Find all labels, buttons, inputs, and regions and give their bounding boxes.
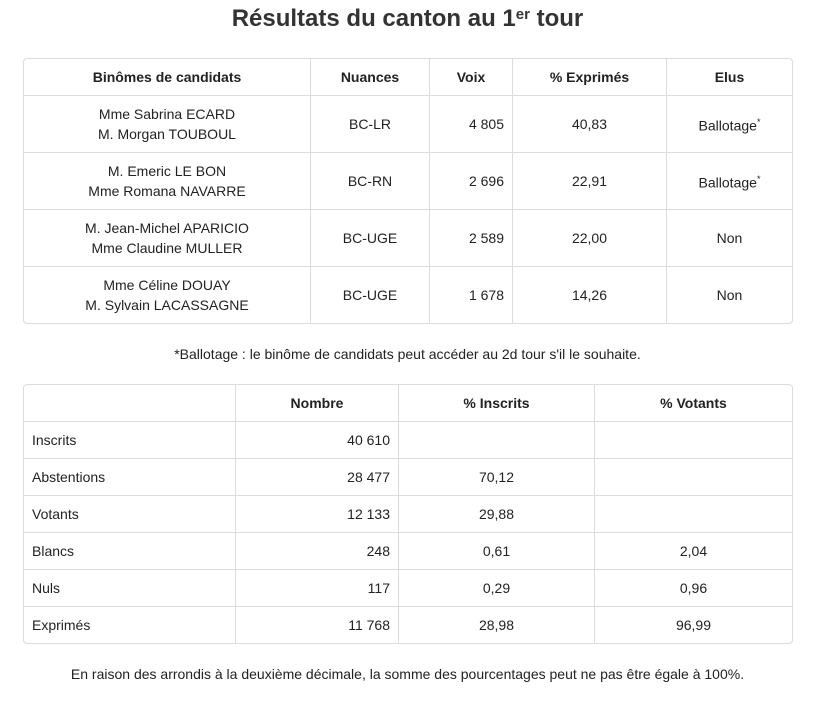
table-row xyxy=(24,267,792,323)
table-row xyxy=(24,607,792,643)
header-voix: Voix xyxy=(430,59,513,96)
elus-value: Ballotage xyxy=(698,174,757,191)
header-pct-exprimes: % Exprimés xyxy=(513,59,667,96)
stat-nombre: 40 610 xyxy=(236,422,399,459)
header-nombre: Nombre xyxy=(236,385,399,422)
voix-cell: 1 678 xyxy=(430,267,513,323)
voix-cell: 4 805 xyxy=(430,96,513,153)
pct-cell: 22,00 xyxy=(513,210,667,267)
nuance-cell: BC-UGE xyxy=(311,267,430,323)
stat-pct-inscrits: 70,12 xyxy=(399,459,595,496)
stat-nombre: 248 xyxy=(236,533,399,570)
stat-pct-votants: 96,99 xyxy=(675,617,712,633)
stat-nombre: 12 133 xyxy=(236,496,399,533)
header-binomes: Binômes de candidats xyxy=(24,59,311,96)
stats-header-row xyxy=(24,385,792,422)
pct-cell: 14,26 xyxy=(513,267,667,323)
title-suffix: tour xyxy=(529,5,584,32)
ballotage-note: *Ballotage : le binôme de candidats peut accéder au 2d tour s'il le souhaite. xyxy=(174,346,641,362)
elus-cell: Non xyxy=(716,287,743,303)
elus-cell xyxy=(667,96,792,153)
stat-label: Nuls xyxy=(24,570,236,607)
rounding-note: En raison des arrondis à la deuxième décimale, la somme des pourcentages peut ne pas être égale à 100%. xyxy=(70,666,745,682)
candidates-cell xyxy=(24,210,311,267)
candidates-cell xyxy=(24,267,311,323)
candidate-name: M. Morgan TOUBOUL xyxy=(98,126,236,142)
ballotage-asterisk: * xyxy=(756,174,761,185)
candidate-name: Mme Sabrina ECARD xyxy=(98,106,236,122)
stat-pct-inscrits xyxy=(399,422,595,459)
results-header-row xyxy=(24,59,792,96)
voix-cell: 2 696 xyxy=(430,153,513,210)
stat-pct-votants: 0,96 xyxy=(595,570,792,607)
table-row xyxy=(24,153,792,210)
table-row xyxy=(24,210,792,267)
stat-label: Votants xyxy=(24,496,236,533)
table-row xyxy=(24,496,792,533)
nuance-cell: BC-UGE xyxy=(311,210,430,267)
header-pct-inscrits: % Inscrits xyxy=(399,385,595,422)
elus-cell xyxy=(667,153,792,210)
stat-label: Abstentions xyxy=(24,459,236,496)
title-prefix: Résultats du canton au 1 xyxy=(231,5,516,32)
stat-label: Exprimés xyxy=(24,607,236,643)
stat-pct-inscrits: 28,98 xyxy=(399,607,595,643)
stats-table xyxy=(23,384,793,644)
candidate-name: M. Jean-Michel APARICIO xyxy=(85,220,249,236)
stat-pct-votants xyxy=(595,459,792,496)
stat-nombre: 117 xyxy=(236,570,399,607)
page-title xyxy=(0,4,815,34)
table-row xyxy=(24,96,792,153)
table-row xyxy=(24,570,792,607)
header-elus: Elus xyxy=(667,59,792,96)
header-empty xyxy=(24,385,236,422)
ballotage-asterisk: * xyxy=(756,117,761,128)
candidate-name: M. Sylvain LACASSAGNE xyxy=(85,297,249,313)
candidate-name: Mme Céline DOUAY xyxy=(103,277,231,293)
pct-cell: 40,83 xyxy=(513,96,667,153)
nuance-cell: BC-LR xyxy=(311,96,430,153)
stat-pct-inscrits: 0,61 xyxy=(399,533,595,570)
header-nuances: Nuances xyxy=(311,59,430,96)
stat-nombre: 28 477 xyxy=(236,459,399,496)
candidate-name: Mme Romana NAVARRE xyxy=(88,183,246,199)
elus-cell: Non xyxy=(667,210,792,267)
candidates-cell xyxy=(24,96,311,153)
elus-value: Ballotage xyxy=(698,117,757,134)
pct-cell: 22,91 xyxy=(513,153,667,210)
results-table xyxy=(23,58,793,324)
stat-pct-inscrits: 29,88 xyxy=(399,496,595,533)
stat-pct-inscrits: 0,29 xyxy=(399,570,595,607)
header-pct-votants: % Votants xyxy=(595,385,792,422)
stat-pct-votants xyxy=(595,422,792,459)
table-row xyxy=(24,422,792,459)
stat-pct-votants xyxy=(595,496,792,533)
voix-cell: 2 589 xyxy=(430,210,513,267)
candidates-cell xyxy=(24,153,311,210)
candidate-name: Mme Claudine MULLER xyxy=(91,240,243,256)
stat-pct-votants: 2,04 xyxy=(595,533,792,570)
title-superscript: er xyxy=(515,6,530,23)
candidate-name: M. Emeric LE BON xyxy=(107,163,227,179)
stat-label: Inscrits xyxy=(24,422,236,459)
table-row xyxy=(24,459,792,496)
stat-label: Blancs xyxy=(24,533,236,570)
stat-nombre: 11 768 xyxy=(236,607,399,643)
table-row xyxy=(24,533,792,570)
nuance-cell: BC-RN xyxy=(311,153,430,210)
